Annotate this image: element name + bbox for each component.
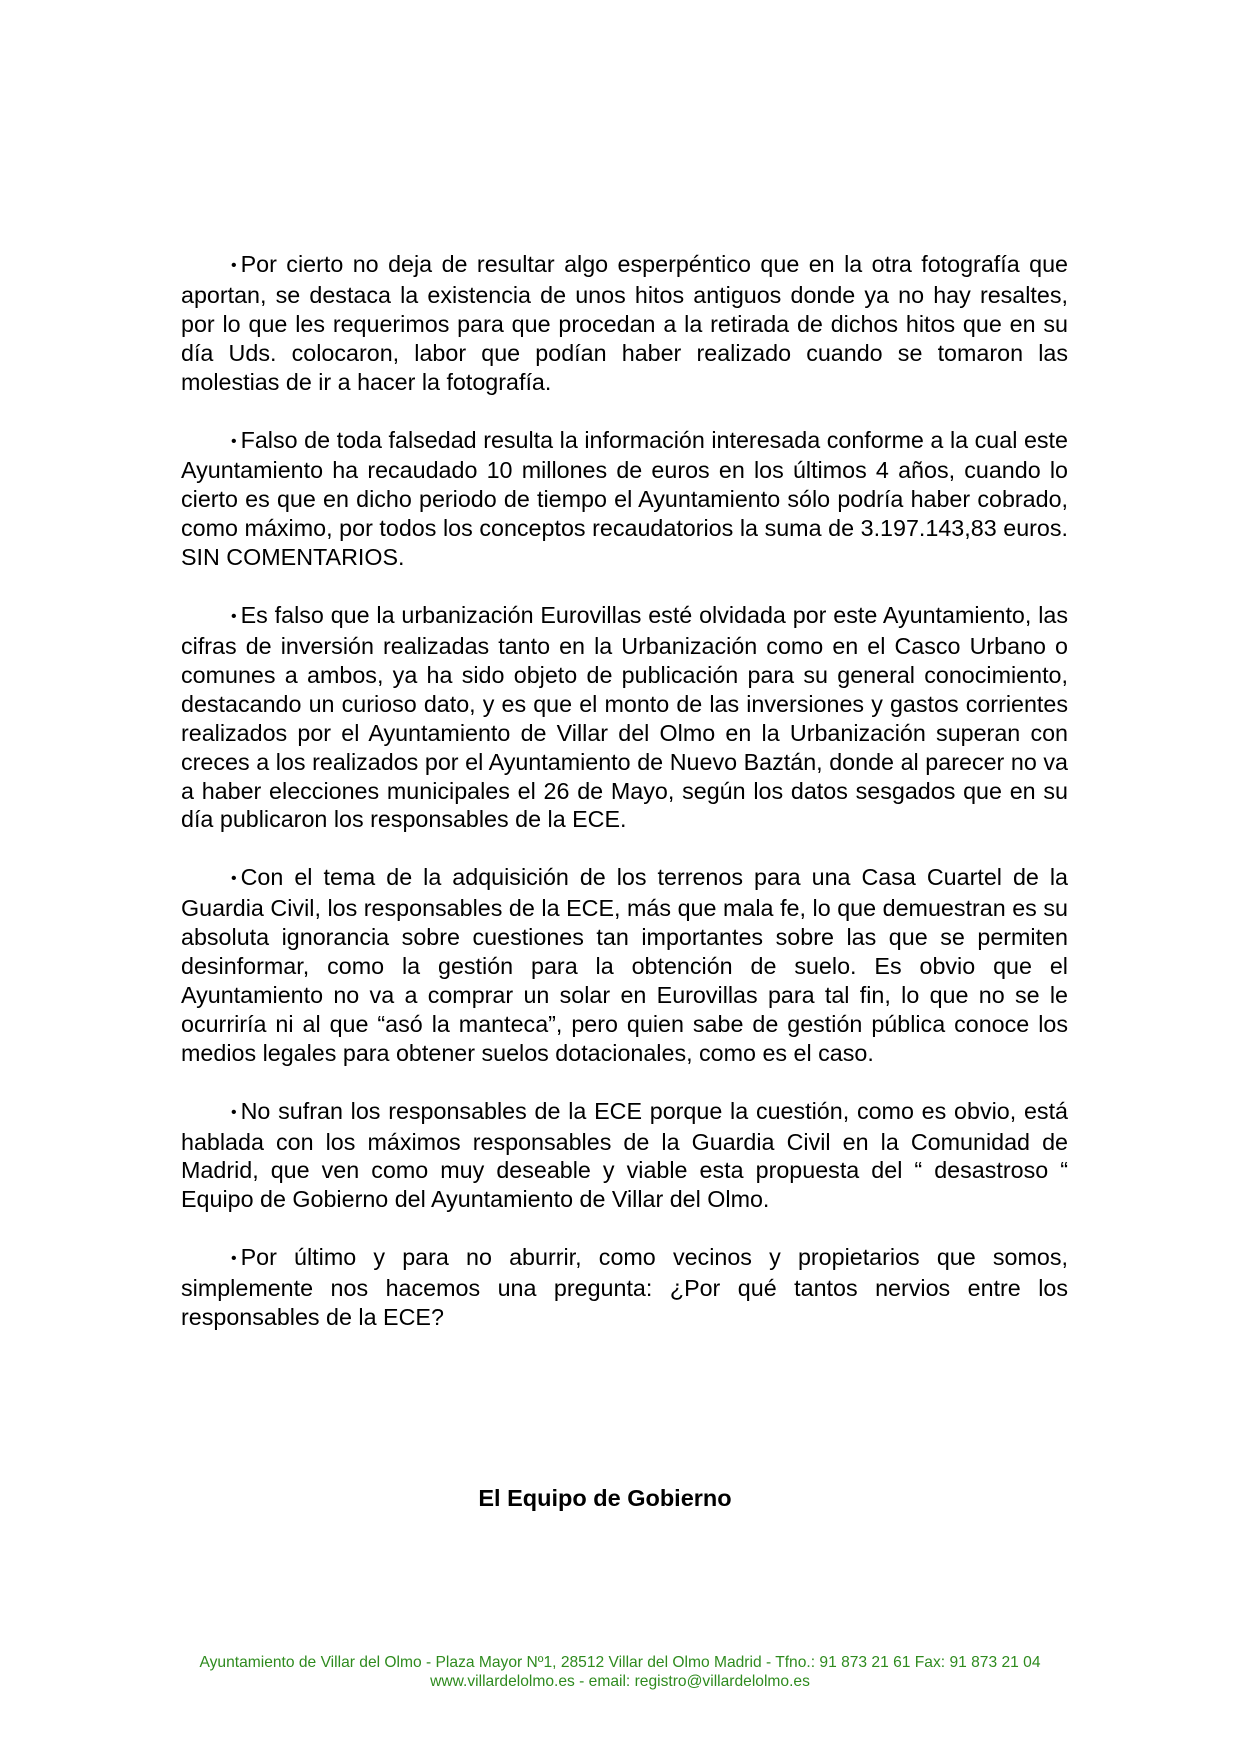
paragraph-5 — [181, 1097, 1068, 1215]
paragraph-text: Por último y para no aburrir, como vecinos y propietarios que somos, simplemente nos hacemos una pregunta: ¿Por qué tantos nervios entre los responsables de la ECE? — [181, 1244, 1068, 1331]
document-body — [181, 250, 1068, 1361]
paragraph-text: Con el tema de la adquisición de los terrenos para una Casa Cuartel de la Guardia Civil, los responsables de la ECE, más que mala fe, lo que demuestran es su absoluta ignorancia sobre cuestiones tan importantes sobre las que se permiten desinformar, como la gestión para la obtención de suelo. Es obvio que el Ayuntamiento no va a comprar un solar en Eurovillas para tal fin, lo que no se le ocurriría ni al que “asó la manteca”, pero quien sabe de gestión pública conoce los medios legales para obtener suelos dotacionales, como es el caso. — [181, 864, 1068, 1066]
bullet-icon: • — [231, 1103, 237, 1121]
paragraph-4 — [181, 863, 1068, 1067]
paragraph-text: Por cierto no deja de resultar algo esperpéntico que en la otra fotografía que aportan, se destaca la existencia de unos hitos antiguos donde ya no hay resaltes, por lo que les requerimos para que procedan a la retirada de dichos hitos que en su día Uds. colocaron, labor que podían haber realizado cuando se tomaron las molestias de ir a hacer la fotografía. — [181, 251, 1068, 395]
paragraph-2 — [181, 426, 1068, 573]
paragraph-6 — [181, 1243, 1068, 1332]
paragraph-text: No sufran los responsables de la ECE porque la cuestión, como es obvio, está hablada con los máximos responsables de la Guardia Civil en la Comunidad de Madrid, que ven como muy deseable y viable esta propuesta del “ desastroso “ Equipo de Gobierno del Ayuntamiento de Villar del Olmo. — [181, 1097, 1068, 1213]
bullet-icon: • — [231, 432, 237, 450]
bullet-icon: • — [231, 1250, 237, 1268]
paragraph-1 — [181, 250, 1068, 397]
paragraph-text: Falso de toda falsedad resulta la información interesada conforme a la cual este Ayuntamiento ha recaudado 10 millones de euros en los últimos 4 años, cuando lo cierto es que en dicho periodo de tiempo el Ayuntamiento sólo podría haber cobrado, como máximo, por todos los conceptos recaudatorios la suma de 3.197.143,83 euros. SIN COMENTARIOS. — [181, 426, 1068, 571]
bullet-icon: • — [231, 870, 237, 888]
bullet-icon: • — [231, 257, 237, 274]
footer-address: Ayuntamiento de Villar del Olmo - Plaza Mayor Nº1, 28512 Villar del Olmo Madrid - Tfno.: 91 873 21 61 Fax: 91 873 21 04 — [199, 1654, 1041, 1671]
signature: El Equipo de Gobierno — [478, 1485, 732, 1511]
paragraph-3 — [181, 601, 1068, 834]
paragraph-text: Es falso que la urbanización Eurovillas esté olvidada por este Ayuntamiento, las cifras de inversión realizadas tanto en la Urbanización como en el Casco Urbano o comunes a ambos, ya ha sido objeto de publicación para su general conocimiento, destacando un curioso dato, y es que el monto de las inversiones y gastos corrientes realizados por el Ayuntamiento de Villar del Olmo en la Urbanización superan con creces a los realizados por el Ayuntamiento de Nuevo Baztán, donde al parecer no va a haber elecciones municipales el 26 de Mayo, según los datos sesgados que en su día publicaron los responsables de la ECE. — [181, 602, 1068, 833]
footer-contact: www.villardelolmo.es - email: registro@villardelolmo.es — [430, 1673, 810, 1690]
footer — [0, 1653, 1240, 1691]
bullet-icon: • — [231, 608, 237, 626]
